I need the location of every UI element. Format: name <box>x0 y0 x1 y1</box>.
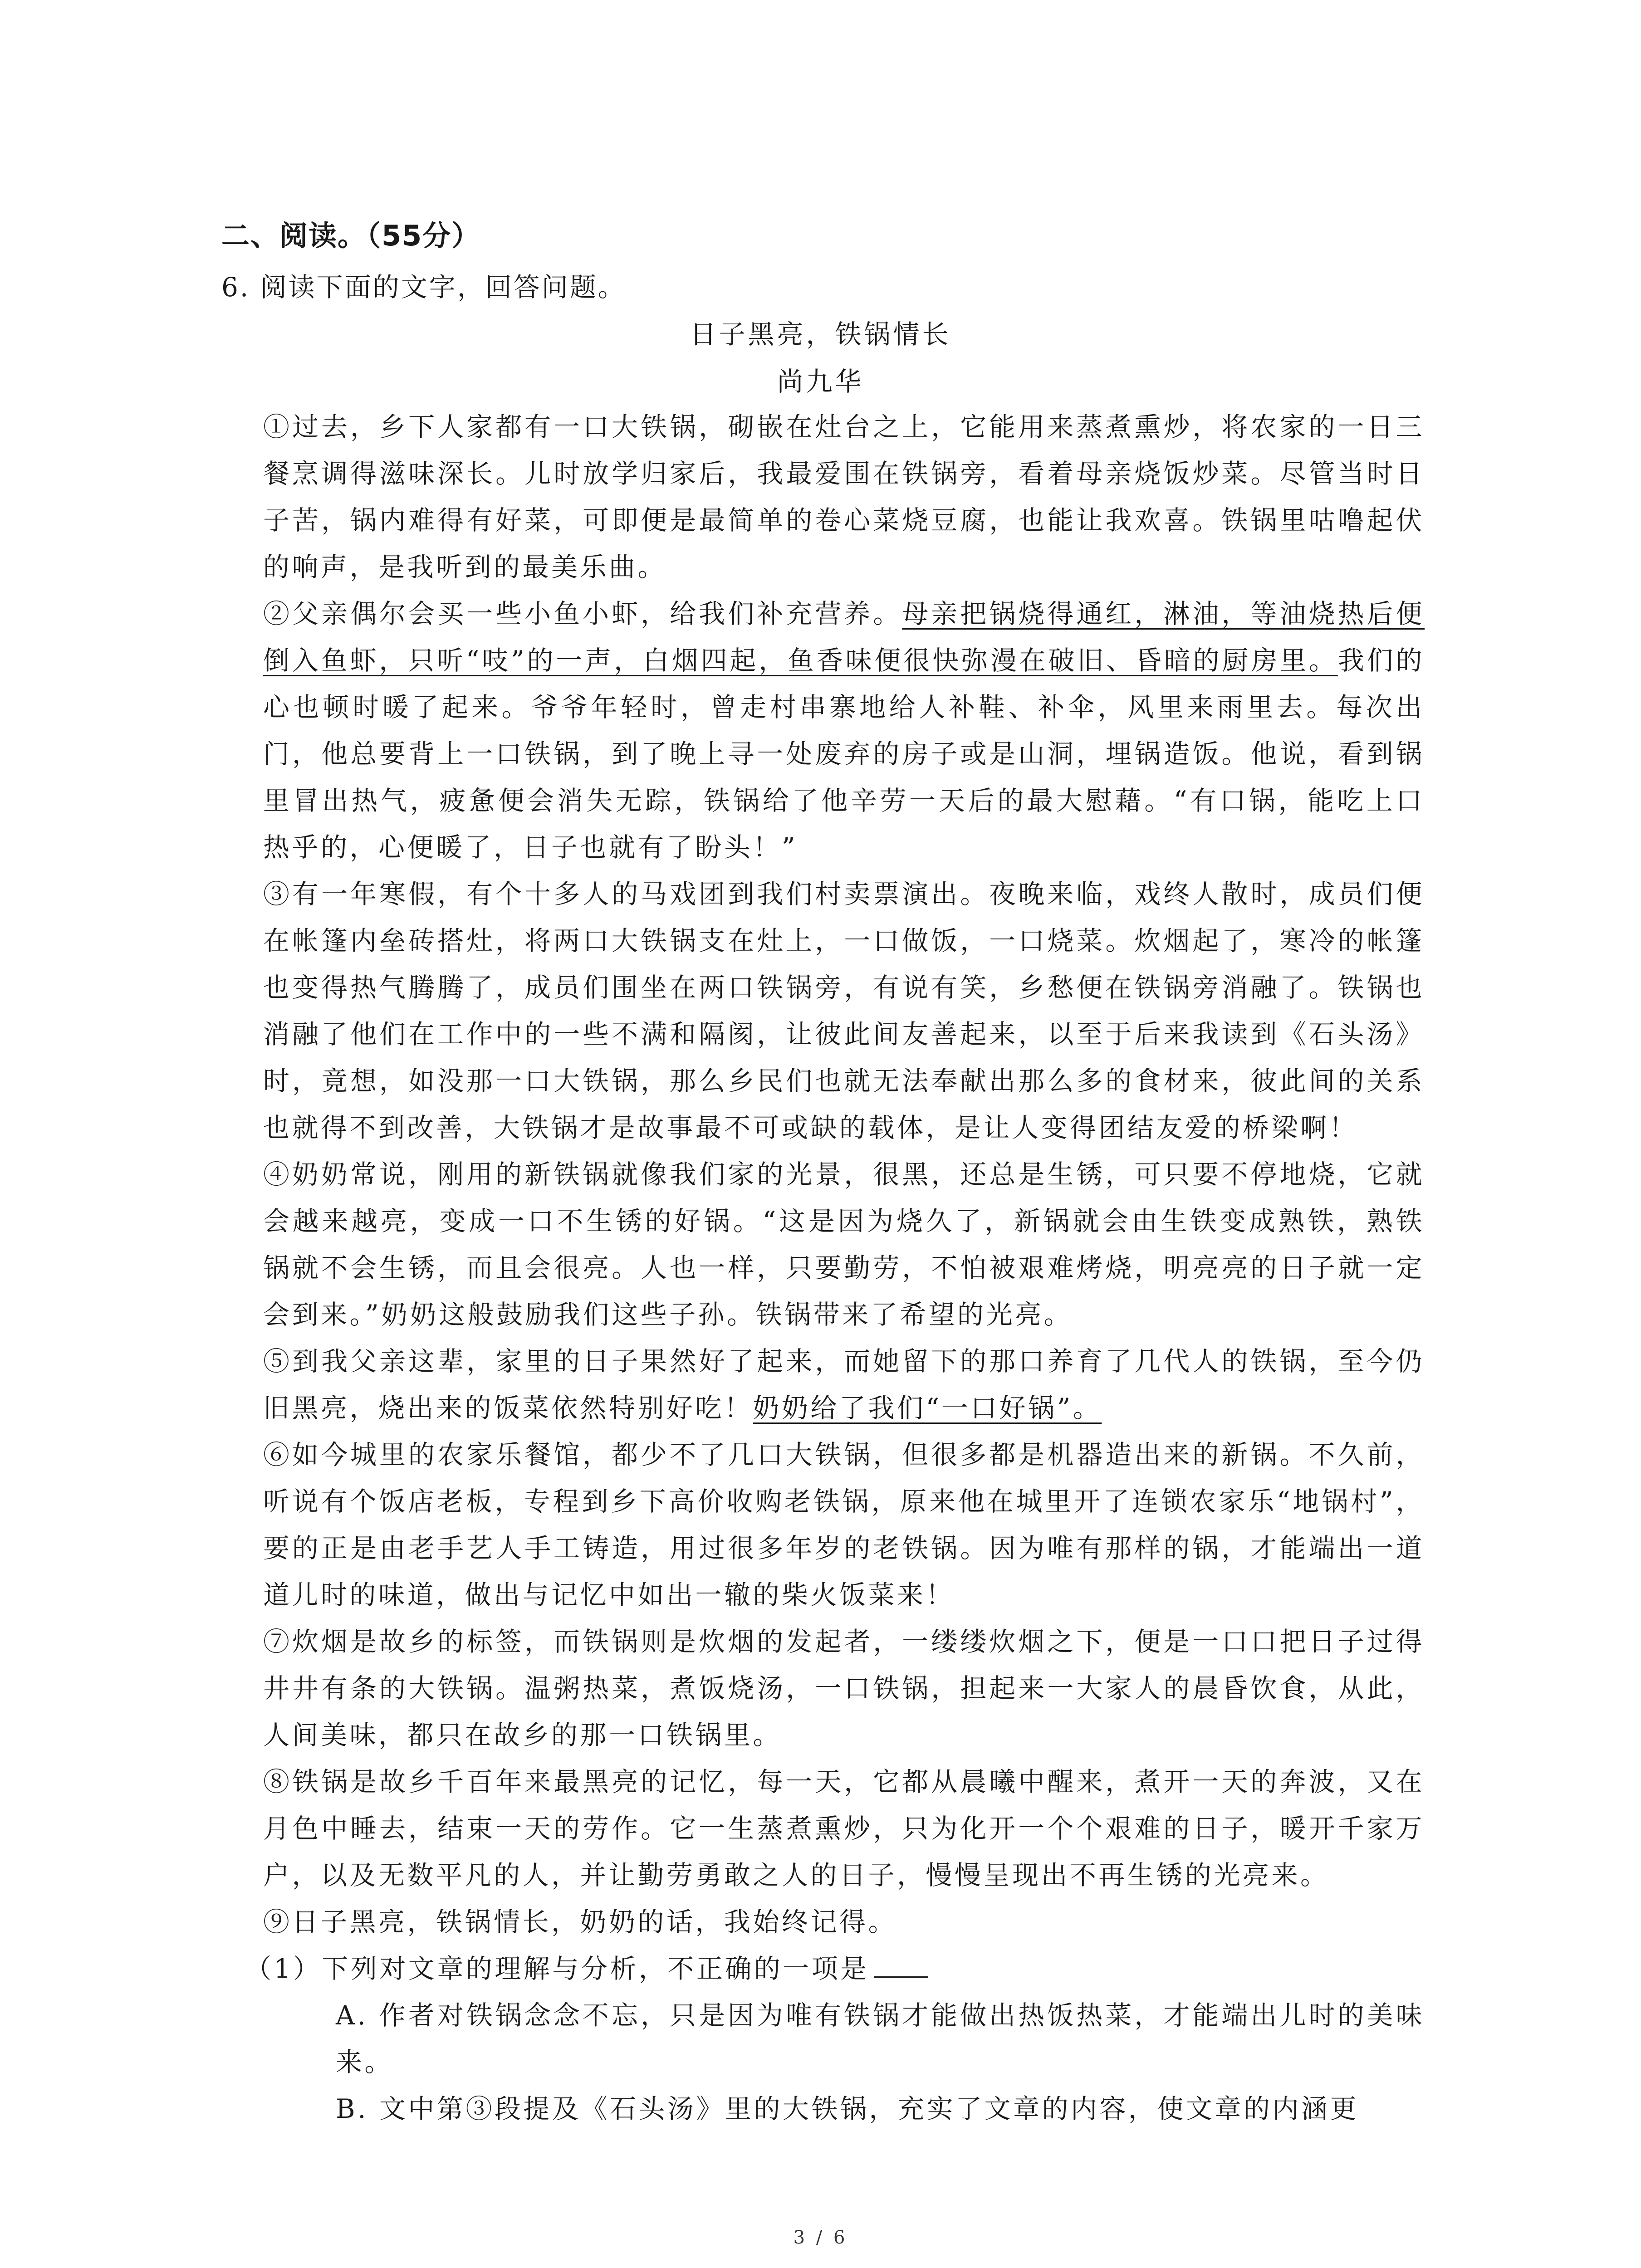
underlined-sentence: 奶奶给了我们“一口好锅”。 <box>753 1393 1102 1423</box>
question-1-text: （1）下列对文章的理解与分析，不正确的一项是 <box>245 1953 869 1984</box>
paragraph-3: ③有一年寒假，有个十多人的马戏团到我们村卖票演出。夜晚来临，戏终人散时，成员们便在帐篷内垒砖搭灶，将两口大铁锅支在灶上，一口做饭，一口烧菜。炊烟起了，寒冷的帐篷也变得热气腾腾了，成员们围坐在两口铁锅旁，有说有笑，乡愁便在铁锅旁消融了。铁锅也消融了他们在工作中的一些不满和隔阂，让彼此间友善起来，以至于后来我读到《石头汤》时，竟想，如没那一口大铁锅，那么乡民们也就无法奉献出那么多的食材来，彼此间的关系也就得不到改善，大铁锅才是故事最不可或缺的载体，是让人变得团结友爱的桥梁啊！ <box>263 879 1425 1143</box>
paragraph-5 <box>263 1338 1425 1432</box>
question-1-prompt <box>245 1945 1425 1992</box>
underlined-sentence: 母亲把锅烧得通红，淋油，等油烧热后便倒入鱼虾，只听“吱”的一声，白烟四起，鱼香味便很快弥漫在破旧、昏暗的厨房里。 <box>263 598 1425 676</box>
paragraph-5-start: ⑤到我父亲这辈，家里的日子果然好了起来，而她留下的那口养育了几代人的铁锅，至今仍旧黑亮，烧出来的饭菜依然特别好吃！ <box>263 1346 1425 1423</box>
paragraph-4: ④奶奶常说，刚用的新铁锅就像我们家的光景，很黑，还总是生锈，可只要不停地烧，它就会越来越亮，变成一口不生锈的好锅。“这是因为烧久了，新锅就会由生铁变成熟铁，熟铁锅就不会生锈，而且会很亮。人也一样，只要勤劳，不怕被艰难烤烧，明亮亮的日子就一定会到来。”奶奶这般鼓励我们这些子孙。铁锅带来了希望的光亮。 <box>263 1159 1425 1330</box>
article-author: 尚九华 <box>777 366 864 397</box>
paragraph-6: ⑥如今城里的农家乐餐馆，都少不了几口大铁锅，但很多都是机器造出来的新锅。不久前，听说有个饭店老板，专程到乡下高价收购老铁锅，原来他在城里开了连锁农家乐“地锅村”，要的正是由老手艺人手工铸造，用过很多年岁的老铁锅。因为唯有那样的锅，才能端出一道道儿时的味道，做出与记忆中如出一辙的柴火饭菜来！ <box>263 1439 1425 1610</box>
option-a: A. 作者对铁锅念念不忘，只是因为唯有铁锅才能做出热饭热菜，才能端出儿时的美味来。 <box>336 2000 1425 2077</box>
paragraph-2 <box>263 591 1425 871</box>
section-heading: 二、阅读。（55分） <box>221 219 481 252</box>
paragraph-8: ⑧铁锅是故乡千百年来最黑亮的记忆，每一天，它都从晨曦中醒来，煮开一天的奔波，又在月色中睡去，结束一天的劳作。它一生蒸煮熏炒，只为化开一个个艰难的日子，暖开千家万户，以及无数平凡的人，并让勤劳勇敢之人的日子，慢慢呈现出不再生锈的光亮来。 <box>263 1766 1425 1891</box>
article-title: 日子黑亮，铁锅情长 <box>690 319 951 350</box>
paragraph-2-end: 我们的心也顿时暖了起来。爷爷年轻时，曾走村串寨地给人补鞋、补伞，风里来雨里去。每次出门，他总要背上一口铁锅，到了晚上寻一处废弃的房子或是山洞，埋锅造饭。他说，看到锅里冒出热气，疲惫便会消失无踪，铁锅给了他辛劳一天后的最大慰藉。“有口锅，能吃上口热乎的，心便暖了，日子也就有了盼头！” <box>263 645 1425 863</box>
paragraph-2-start: ②父亲偶尔会买一些小鱼小虾，给我们补充营养。 <box>263 598 902 629</box>
question-intro: 6. 阅读下面的文字，回答问题。 <box>221 272 626 303</box>
option-b: B. 文中第③段提及《石头汤》里的大铁锅，充实了文章的内容，使文章的内涵更 <box>336 2093 1359 2124</box>
paragraph-1: ①过去，乡下人家都有一口大铁锅，砌嵌在灶台之上，它能用来蒸煮熏炒，将农家的一日三餐烹调得滋味深长。儿时放学归家后，我最爱围在铁锅旁，看着母亲烧饭炒菜。尽管当时日子苦，锅内难得有好菜，可即便是最简单的卷心菜烧豆腐，也能让我欢喜。铁锅里咕噜起伏的响声，是我听到的最美乐曲。 <box>263 411 1425 582</box>
paragraph-9: ⑨日子黑亮，铁锅情长，奶奶的话，我始终记得。 <box>263 1906 897 1937</box>
article-body <box>245 404 1425 2132</box>
page-number: 3 / 6 <box>793 2227 848 2248</box>
paragraph-7: ⑦炊烟是故乡的标签，而铁锅则是炊烟的发起者，一缕缕炊烟之下，便是一口口把日子过得井井有条的大铁锅。温粥热菜，煮饭烧汤，一口铁锅，担起来一大家人的晨昏饮食，从此，人间美味，都只在故乡的那一口铁锅里。 <box>263 1626 1425 1750</box>
answer-blank[interactable] <box>874 1951 928 1978</box>
